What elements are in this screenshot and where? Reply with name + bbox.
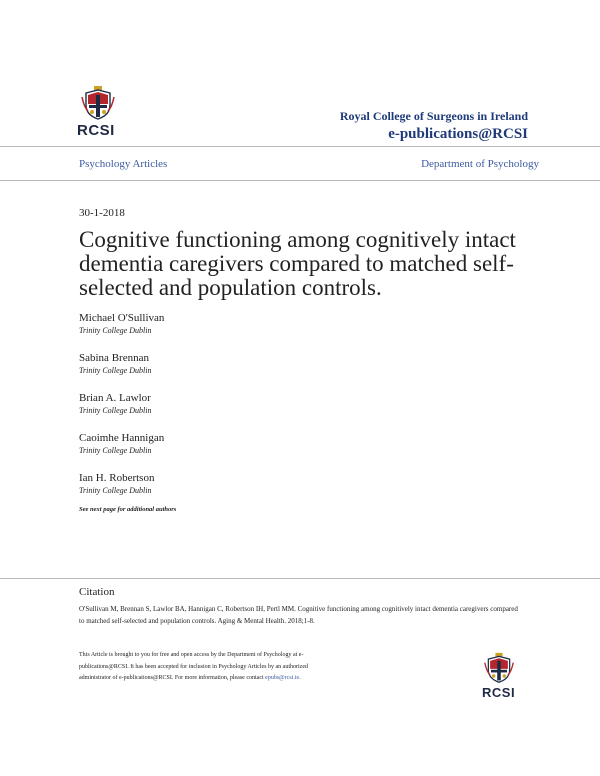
author-entry xyxy=(79,392,379,417)
author-name[interactable]: Sabina Brennan xyxy=(79,352,149,364)
author-entry xyxy=(79,472,379,497)
author-entry xyxy=(79,312,379,337)
notice-end: . xyxy=(299,675,301,681)
rcsi-crest-logo-footer[interactable] xyxy=(483,652,515,700)
citation-divider xyxy=(0,578,600,579)
author-name[interactable]: Caoimhe Hannigan xyxy=(79,432,165,444)
author-affiliation: Trinity College Dublin xyxy=(79,366,152,375)
repository-name[interactable]: e-publications@RCSI xyxy=(388,126,528,142)
open-access-text: This Article is brought to you for free and open access by the Department of Psychology at e-publications@RCSI. It has been accepted for inclusion in Psychology Articles by an authorized administrator of e-publications@RCSI. For more information, please contact xyxy=(79,652,308,681)
author-affiliation: Trinity College Dublin xyxy=(79,326,152,335)
article-title[interactable]: Cognitive functioning among cognitively intact dementia caregivers compared to matched self-selected and population controls. xyxy=(79,227,516,300)
author-entry xyxy=(79,352,379,377)
repository-header xyxy=(340,109,528,143)
author-entry xyxy=(79,432,379,457)
publication-date: 30-1-2018 xyxy=(79,207,125,219)
author-affiliation: Trinity College Dublin xyxy=(79,486,152,495)
crest-icon xyxy=(483,652,515,684)
author-name[interactable]: Brian A. Lawlor xyxy=(79,392,151,404)
contact-email-link[interactable]: epubs@rcsi.ie xyxy=(265,675,300,681)
citation-text: O'Sullivan M, Brennan S, Lawlor BA, Hannigan C, Robertson IH, Pertl MM. Cognitive functioning among cognitively intact dementia caregivers compared to matched self-selected and population controls. Aging & Mental Health. 2018;1-8. xyxy=(79,605,518,625)
institution-name[interactable]: Royal College of Surgeons in Ireland xyxy=(339,109,528,123)
author-list xyxy=(79,312,379,513)
author-name[interactable]: Ian H. Robertson xyxy=(79,472,155,484)
author-name[interactable]: Michael O'Sullivan xyxy=(79,312,165,324)
rcsi-logo-text: RCSI xyxy=(482,685,516,700)
author-affiliation: Trinity College Dublin xyxy=(79,406,152,415)
rcsi-logo-text: RCSI xyxy=(77,122,115,139)
rcsi-crest-logo[interactable] xyxy=(77,85,116,139)
crest-icon xyxy=(80,85,116,121)
citation-heading: Citation xyxy=(79,586,115,598)
author-affiliation: Trinity College Dublin xyxy=(79,446,152,455)
open-access-notice xyxy=(79,650,309,685)
collection-link[interactable]: Psychology Articles xyxy=(79,158,168,170)
additional-authors-note: See next page for additional authors xyxy=(79,506,177,513)
nav-divider xyxy=(0,180,600,181)
department-link[interactable]: Department of Psychology xyxy=(421,158,539,170)
header-divider xyxy=(0,146,600,147)
